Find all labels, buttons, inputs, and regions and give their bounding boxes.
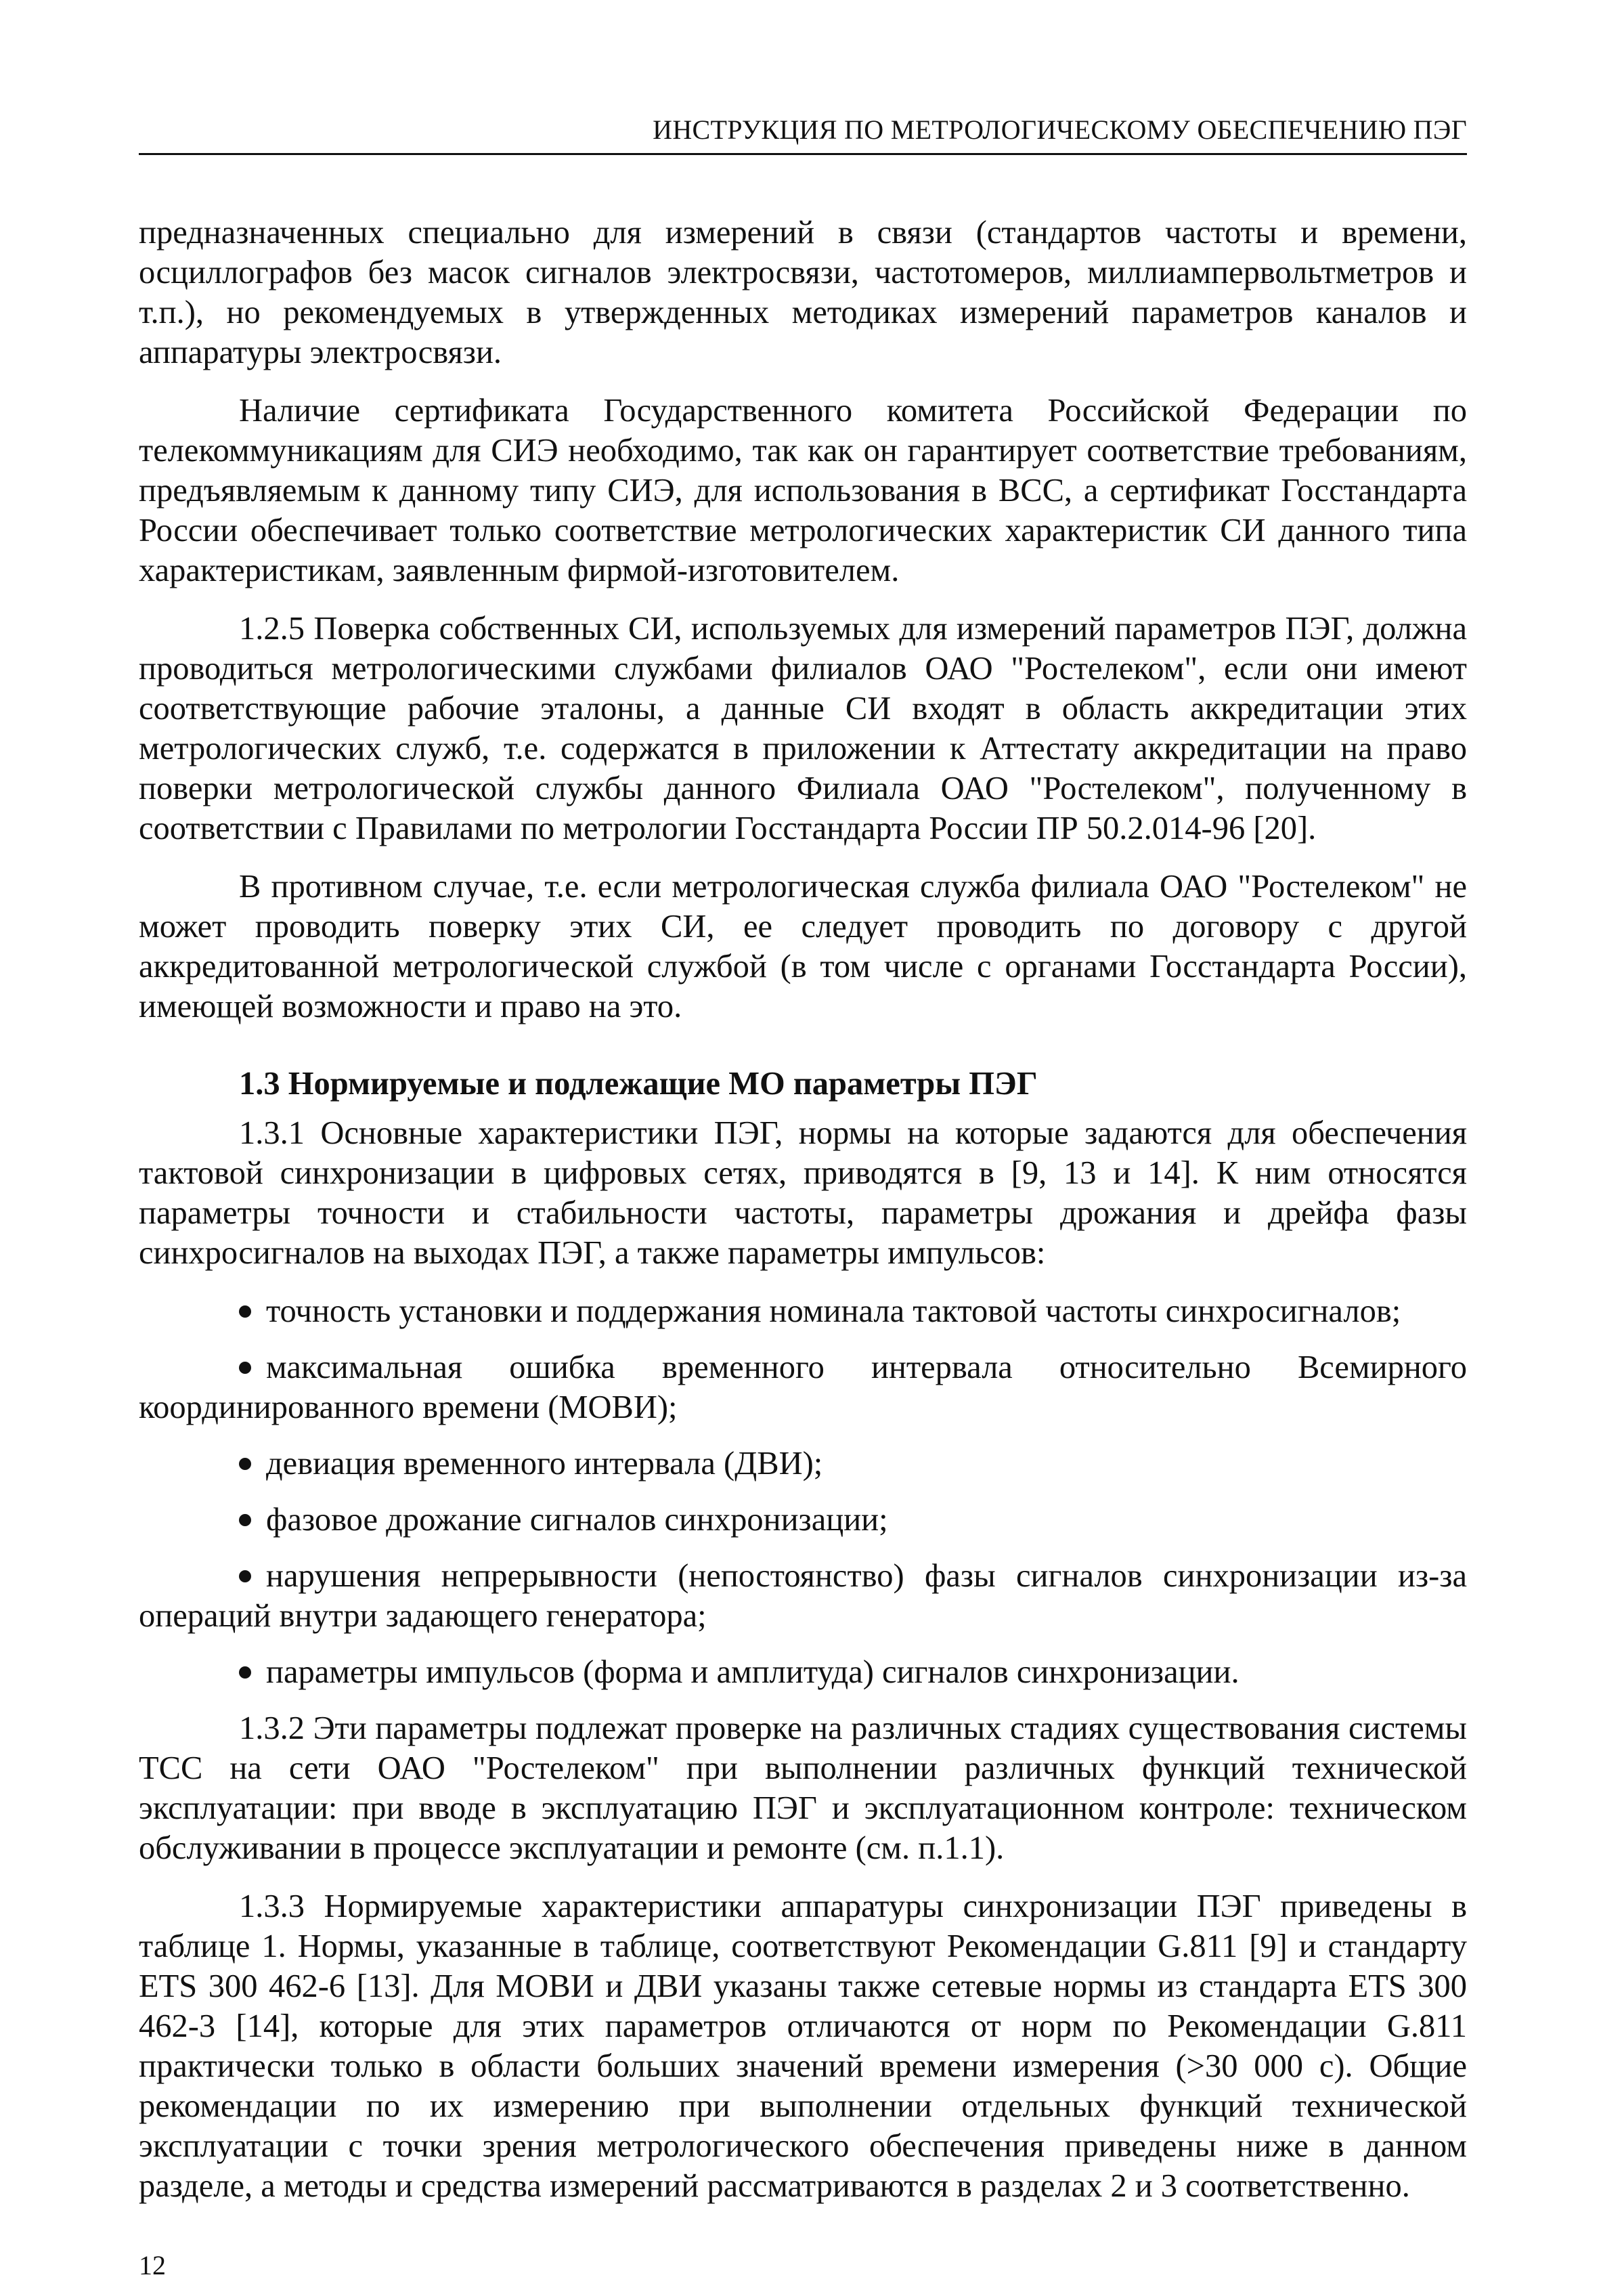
bullet-item (139, 1291, 1467, 1331)
bullet-dot-icon (239, 1570, 251, 1582)
bullet-item (139, 1347, 1467, 1427)
bullet-text: максимальная ошибка временного интервала относительно Всемирного координированного времени (МОВИ); (139, 1349, 1467, 1425)
paragraph-1-3-1: 1.3.1 Основные характеристики ПЭГ, нормы на которые задаются для обеспечения тактовой синхронизации в цифровых сетях, приводятся в [9, 13 и 14]. К ним относятся параметры точности и стабильности частоты, параметры дрожания и дрейфа фазы синхросигналов на выходах ПЭГ, а также параметры импульсов: (139, 1115, 1467, 1271)
bullet-item (139, 1556, 1467, 1636)
bullet-item (139, 1500, 1467, 1540)
section-heading-1-3: 1.3 Нормируемые и подлежащие МО параметры ПЭГ (239, 1066, 1038, 1102)
paragraph-1-3-3: 1.3.3 Нормируемые характеристики аппаратуры синхронизации ПЭГ приведены в таблице 1. Нормы, указанные в таблице, соответствуют Рекомендации G.811 [9] и стандарту ETS 300 462-6 [13]. Для МОВИ и ДВИ указаны также сетевые нормы из стандарта ETS 300 462-3 [14], которые для этих параметров отличаются от норм по Рекомендации G.811 практически только в области больших значений времени измерения (>30 000 с). Общие рекомендации по их измерению при выполнении отдельных функций технической эксплуатации с точки зрения метрологического обеспечения приведены ниже в данном разделе, а методы и средства измерений рассматриваются в разделах 2 и 3 соответственно. (139, 1888, 1467, 2204)
bullet-dot-icon (239, 1514, 251, 1526)
bullet-dot-icon (239, 1362, 251, 1374)
running-header: ИНСТРУКЦИЯ ПО МЕТРОЛОГИЧЕСКОМУ ОБЕСПЕЧЕНИЮ ПЭГ (653, 114, 1467, 145)
bullet-text: фазовое дрожание сигналов синхронизации; (266, 1502, 888, 1538)
bullet-dot-icon (239, 1305, 251, 1318)
bullet-text: точность установки и поддержания номинала тактовой частоты синхросигналов; (266, 1293, 1401, 1329)
header-rule (139, 153, 1467, 155)
bullet-item (139, 1652, 1467, 1692)
body-text (139, 213, 1467, 2224)
paragraph-certificate: Наличие сертификата Государственного комитета Российской Федерации по телекоммуникациям для СИЭ необходимо, так как он гарантирует соответствие требованиям, предъявляемым к данному типу СИЭ, для использования в ВСС, а сертификат Госстандарта России обеспечивает только соответствие метрологических характеристик СИ данного типа характеристикам, заявленным фирмой-изготовителем. (139, 393, 1467, 588)
bullet-text: девиация временного интервала (ДВИ); (266, 1446, 823, 1482)
bullet-dot-icon (239, 1666, 251, 1679)
paragraph-otherwise: В противном случае, т.е. если метрологическая служба филиала ОАО "Ростелеком" не может проводить поверку этих СИ, ее следует проводить по договору с другой аккредитованной метрологической службой (в том числе с органами Госстандарта России), имеющей возможности и право на это. (139, 869, 1467, 1024)
paragraph-continuation: предназначенных специально для измерений в связи (стандартов частоты и времени, осциллографов без масок сигналов электросвязи, частотомеров, миллиампервольтметров и т.п.), но рекомендуемых в утвержденных методиках измерений параметров каналов и аппаратуры электросвязи. (139, 215, 1467, 370)
bullet-dot-icon (239, 1458, 251, 1470)
paragraph-1-3-2: 1.3.2 Эти параметры подлежат проверке на различных стадиях существования системы ТСС на сети ОАО "Ростелеком" при выполнении различных функций технической эксплуатации: при вводе в эксплуатацию ПЭГ и эксплуатационном контроле: техническом обслуживании в процессе эксплуатации и ремонте (см. п.1.1). (139, 1710, 1467, 1866)
bullet-item (139, 1444, 1467, 1484)
page-number: 12 (139, 2250, 166, 2280)
bullet-text: нарушения непрерывности (непостоянство) фазы сигналов синхронизации из-за операций внутри задающего генератора; (139, 1558, 1467, 1634)
paragraph-1-2-5: 1.2.5 Поверка собственных СИ, используемых для измерений параметров ПЭГ, должна проводиться метрологическими службами филиалов ОАО "Ростелеком", если они имеют соответствующие рабочие эталоны, а данные СИ входят в область аккредитации этих метрологических служб, т.е. содержатся в приложении к Аттестату аккредитации на право поверки метрологической службы данного Филиала ОАО "Ростелеком", полученному в соответствии с Правилами по метрологии Госстандарта России ПР 50.2.014-96 [20]. (139, 611, 1467, 846)
bullet-text: параметры импульсов (форма и амплитуда) сигналов синхронизации. (266, 1654, 1239, 1690)
